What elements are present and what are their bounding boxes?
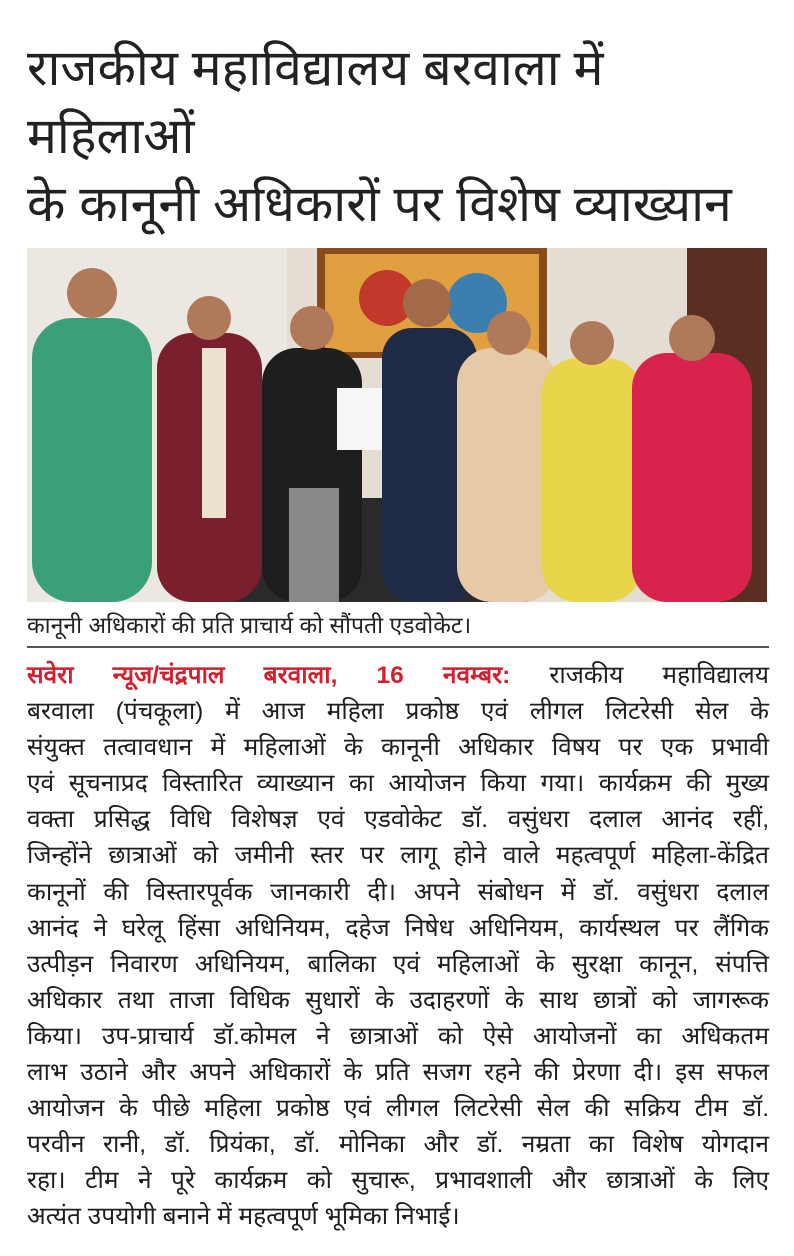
dateline: सवेरा न्यूज/चंद्रपाल बरवाला, 16 नवम्बर: [27,662,511,689]
article-line: अधिकार तथा ताजा विधिक सुधारों के उदाहरणों के साथ छात्रों को जागरूक [27,986,769,1014]
divider [27,646,769,648]
article-line [27,658,769,694]
article-line: वक्ता प्रसिद्ध विधि विशेषज्ञ एवं एडवोकेट डॉ. वसुंधरा दलाल आनंद रहीं, [27,806,769,834]
article-line: किया। उप-प्राचार्य डॉ.कोमल ने छात्राओं को ऐसे आयोजनों का अधिकतम [27,1022,769,1050]
article-line: आनंद ने घरेलू हिंसा अधिनियम, दहेज निषेध अधिनियम, कार्यस्थल पर लैंगिक [27,914,769,942]
article-line: परवीन रानी, डॉ. प्रियंका, डॉ. मोनिका और डॉ. नम्रता का विशेष योगदान [27,1131,769,1159]
person-2 [157,296,262,602]
person-7 [632,315,752,602]
document-paper [337,388,387,450]
news-photo [27,248,767,602]
article-body [27,658,769,1236]
article-line: अत्यंत उपयोगी बनाने में महत्वपूर्ण भूमिका निभाई। [27,1203,460,1231]
article-line: बरवाला (पंचकूला) में आज महिला प्रकोष्ठ एवं लीगल लिटरेसी सेल के [27,698,769,726]
headline-line-2: के कानूनी अधिकारों पर विशेष व्याख्यान [27,176,732,232]
article-line: आयोजन के पीछे महिला प्रकोष्ठ एवं लीगल लिटरेसी सेल की सक्रिय टीम डॉ. [27,1095,769,1123]
article-line: संयुक्त तत्वावधान में महिलाओं के कानूनी अधिकार विषय पर एक प्रभावी [27,734,769,762]
article-text: राजकीय महाविद्यालय [510,662,770,689]
headline-line-1: राजकीय महाविद्यालय बरवाला में महिलाओं [27,40,604,164]
article-line: जिन्होंने छात्राओं को जमीनी स्तर पर लागू होने वाले महत्वपूर्ण महिला-केंद्रित [27,842,769,870]
article-line: रहा। टीम ने पूरे कार्यक्रम को सुचारू, प्रभावशाली और छात्राओं के लिए [27,1167,769,1195]
photo-caption: कानूनी अधिकारों की प्रति प्राचार्य को सौंपती एडवोकेट। [27,612,472,638]
group-photo-illustration [27,248,767,602]
article-line: उत्पीड़न निवारण अधिनियम, बालिका एवं महिलाओं के सुरक्षा कानून, संपत्ति [27,950,769,978]
article-line: लाभ उठाने और अपने अधिकारों के प्रति सजग रहने की प्रेरणा दी। इस सफल [27,1059,769,1087]
article-line: एवं सूचनाप्रद विस्तारित व्याख्यान का आयोजन किया गया। कार्यक्रम की मुख्य [27,770,769,798]
article-line: कानूनों की विस्तारपूर्वक जानकारी दी। अपने संबोधन में डॉ. वसुंधरा दलाल [27,878,769,906]
